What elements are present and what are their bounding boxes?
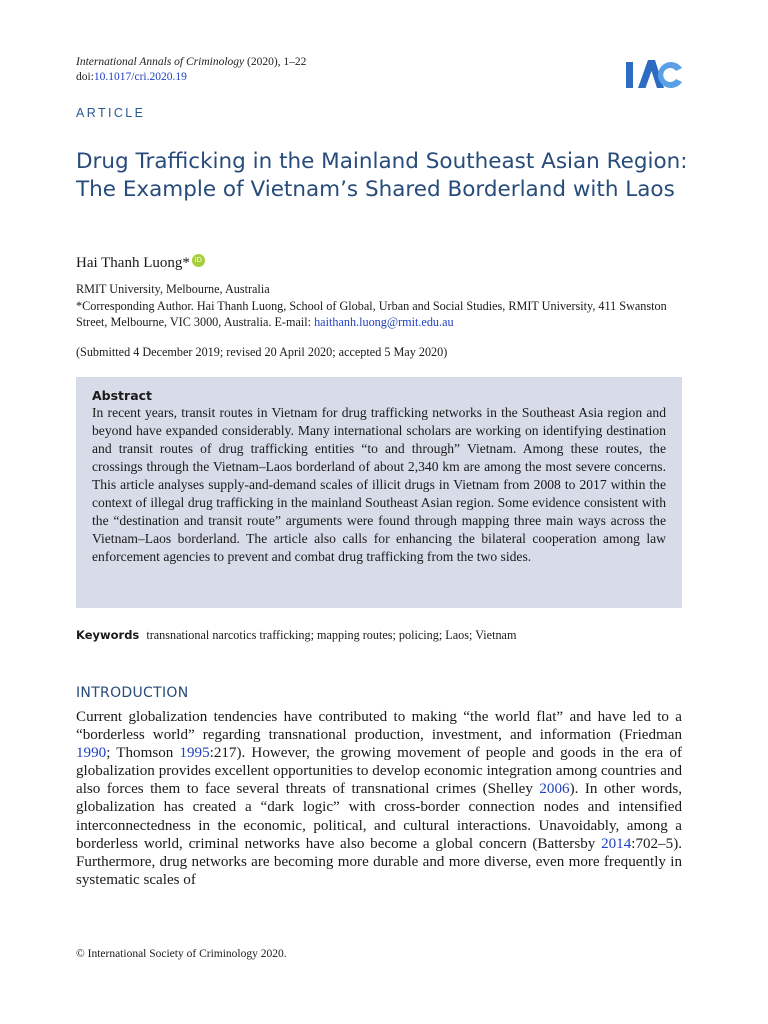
abstract-box (76, 377, 682, 608)
journal-details: (2020), 1–22 (244, 56, 307, 68)
article-type-label: ARTICLE (76, 106, 146, 120)
doi-prefix: doi: (76, 71, 94, 83)
submission-dates: (Submitted 4 December 2019; revised 20 April 2020; accepted 5 May 2020) (76, 345, 448, 359)
affiliation-block (76, 281, 688, 331)
abstract-heading: Abstract (92, 388, 153, 403)
doi-link[interactable]: 10.1017/cri.2020.19 (93, 71, 187, 83)
journal-citation (76, 55, 306, 70)
intro-text: :702–5). Furthermore, drug networks are becoming more durable and more diverse, even more frequently in systematic scales of (76, 835, 682, 888)
corresponding-author (76, 298, 688, 331)
author-line (76, 254, 205, 272)
logo-text: IAC (624, 54, 626, 55)
keywords-label: Keywords (76, 628, 140, 642)
iac-logo (624, 54, 686, 92)
keywords (76, 627, 688, 643)
introduction-paragraph (76, 708, 682, 889)
doi-line (76, 70, 187, 85)
corresponding-text: *Corresponding Author. Hai Thanh Luong, School of Global, Urban and Social Studies, RMIT University, 411 Swanston Street, Melbourne, VIC 3000, Australia. E-mail: (76, 298, 667, 329)
affiliation-institution: RMIT University, Melbourne, Australia (76, 282, 270, 296)
citation-link[interactable]: 1990 (76, 745, 107, 762)
section-heading-introduction: INTRODUCTION (76, 685, 189, 701)
orcid-icon[interactable]: iD (192, 254, 205, 267)
keywords-text: transnational narcotics trafficking; mapping routes; policing; Laos; Vietnam (146, 628, 517, 642)
intro-text: ; Thomson (106, 745, 180, 762)
article-title: Drug Trafficking in the Mainland Southeast Asian Region: The Example of Vietnam’s Shared Borderland with Laos (76, 149, 688, 202)
citation-link[interactable]: 1995 (179, 745, 210, 762)
author-name: Hai Thanh Luong* (76, 255, 190, 271)
citation-link[interactable]: 2014 (601, 835, 632, 852)
citation-link[interactable]: 2006 (539, 781, 570, 798)
copyright-footer: © International Society of Criminology 2020. (76, 948, 287, 960)
intro-text: ). In other words, globalization has created a “dark logic” with cross-border connection nodes and intensified interconnectedness in the economic, political, and cultural interactions. Unavoidably, among a borderless world, criminal networks have also become a global concern (Battersby (76, 781, 683, 852)
intro-text: Current globalization tendencies have contributed to making “the world flat” and have led to a “borderless world” regarding transnational production, investment, and information (Friedman (76, 709, 682, 744)
intro-text: :217). However, the growing movement of people and goods in the era of globalization provides excellent opportunities to develop economic integration among countries and also forces them to face several threats of transnational crimes (Shelley (76, 745, 682, 798)
email-link[interactable]: haithanh.luong@rmit.edu.au (314, 315, 454, 329)
abstract-text: In recent years, transit routes in Vietnam for drug trafficking networks in the Southeast Asia region and beyond have expanded considerably. Many international scholars are working on identifying destination and transit routes of drug trafficking entities “to and through” Vietnam. Among these routes, the crossings through the Vietnam–Laos borderland of about 2,340 km are among the most severe concerns. This article analyses supply-and-demand scales of illicit drugs in Vietnam from 2008 to 2017 within the context of illegal drug trafficking in the mainland Southeast Asian region. Some evidence consistent with the “destination and transit route” arguments were found through mapping three main ways across the Vietnam–Laos borderland. The article also calls for enhancing the bilateral cooperation among law enforcement agencies to prevent and combat drug trafficking from the two sides. (92, 405, 666, 564)
journal-name: International Annals of Criminology (76, 56, 245, 68)
